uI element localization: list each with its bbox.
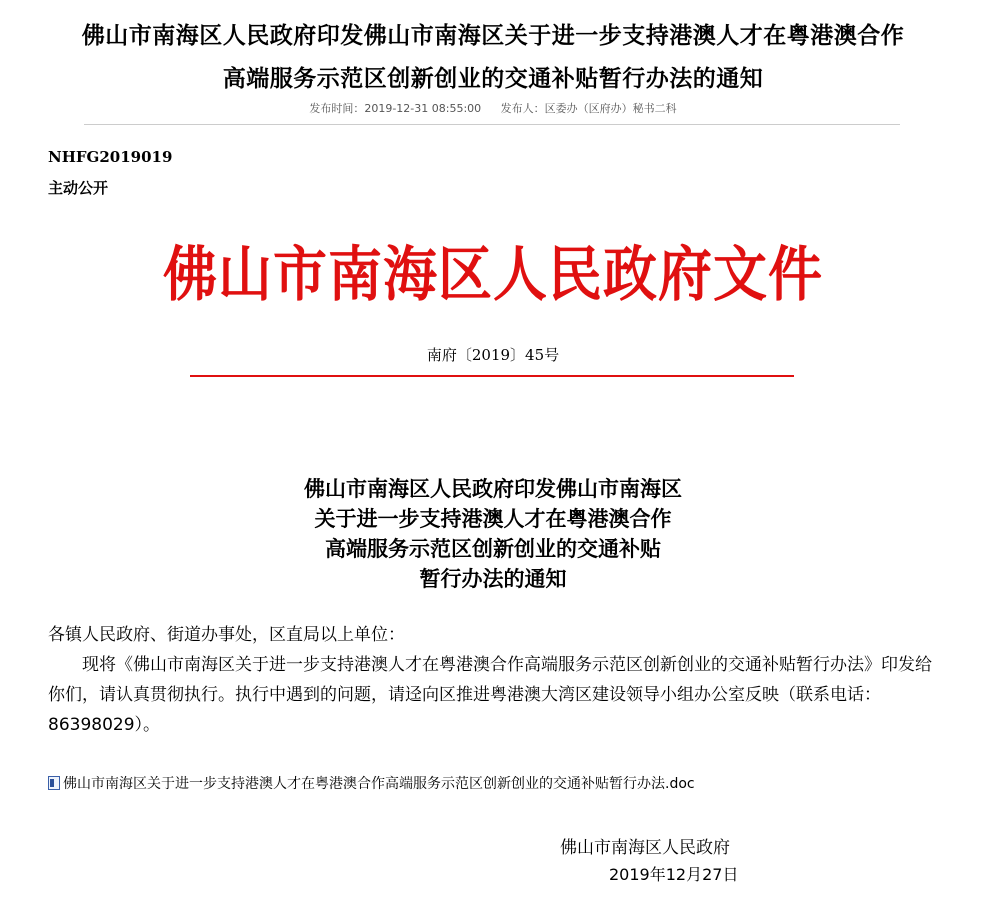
- doc-file-icon: [48, 776, 60, 790]
- issue-date: 2019年12月27日: [609, 865, 739, 884]
- issuing-authority: 佛山市南海区人民政府: [560, 838, 730, 858]
- addressee: 各镇人民政府、街道办事处，区直局以上单位：: [48, 625, 405, 645]
- publisher: 发布人：区委办（区府办）秘书二科: [500, 102, 677, 115]
- notice-title-line-4: 暂行办法的通知: [419, 566, 567, 591]
- meta-divider: [84, 124, 900, 125]
- body-paragraph: 现将《佛山市南海区关于进一步支持港澳人才在粤港澳合作高端服务示范区创新创业的交通补贴暂行办法》印发给你们，请认真贯彻执行。执行中遇到的问题，请迳向区推进粤港澳大湾区建设领导小组办公室反映（联系电话：86398029）。: [48, 655, 932, 735]
- file-number: 南府〔2019〕45号: [426, 346, 560, 364]
- publish-time: 发布时间：2019-12-31 08:55:00: [309, 102, 482, 115]
- notice-title-line-2: 关于进一步支持港澳人才在粤港澳合作: [314, 506, 672, 531]
- notice-title: [0, 474, 986, 594]
- attachment-filename[interactable]: 佛山市南海区关于进一步支持港澳人才在粤港澳合作高端服务示范区创新创业的交通补贴暂行办法.doc: [63, 776, 695, 792]
- attachment-link[interactable]: [48, 773, 695, 793]
- page-title-line-1: 佛山市南海区人民政府印发佛山市南海区关于进一步支持港澳人才在粤港澳合作: [81, 23, 905, 49]
- notice-title-line-3: 高端服务示范区创新创业的交通补贴: [325, 536, 661, 561]
- page-title-line-2: 高端服务示范区创新创业的交通补贴暂行办法的通知: [222, 66, 764, 92]
- document-number: NHFG2019019: [48, 148, 173, 166]
- notice-body: [48, 620, 938, 740]
- red-divider-line: [190, 375, 794, 377]
- notice-title-line-1: 佛山市南海区人民政府印发佛山市南海区: [304, 476, 682, 501]
- disclosure-status: 主动公开: [48, 179, 109, 197]
- red-letterhead: 佛山市南海区人民政府文件: [163, 239, 823, 310]
- publish-meta: [0, 100, 986, 116]
